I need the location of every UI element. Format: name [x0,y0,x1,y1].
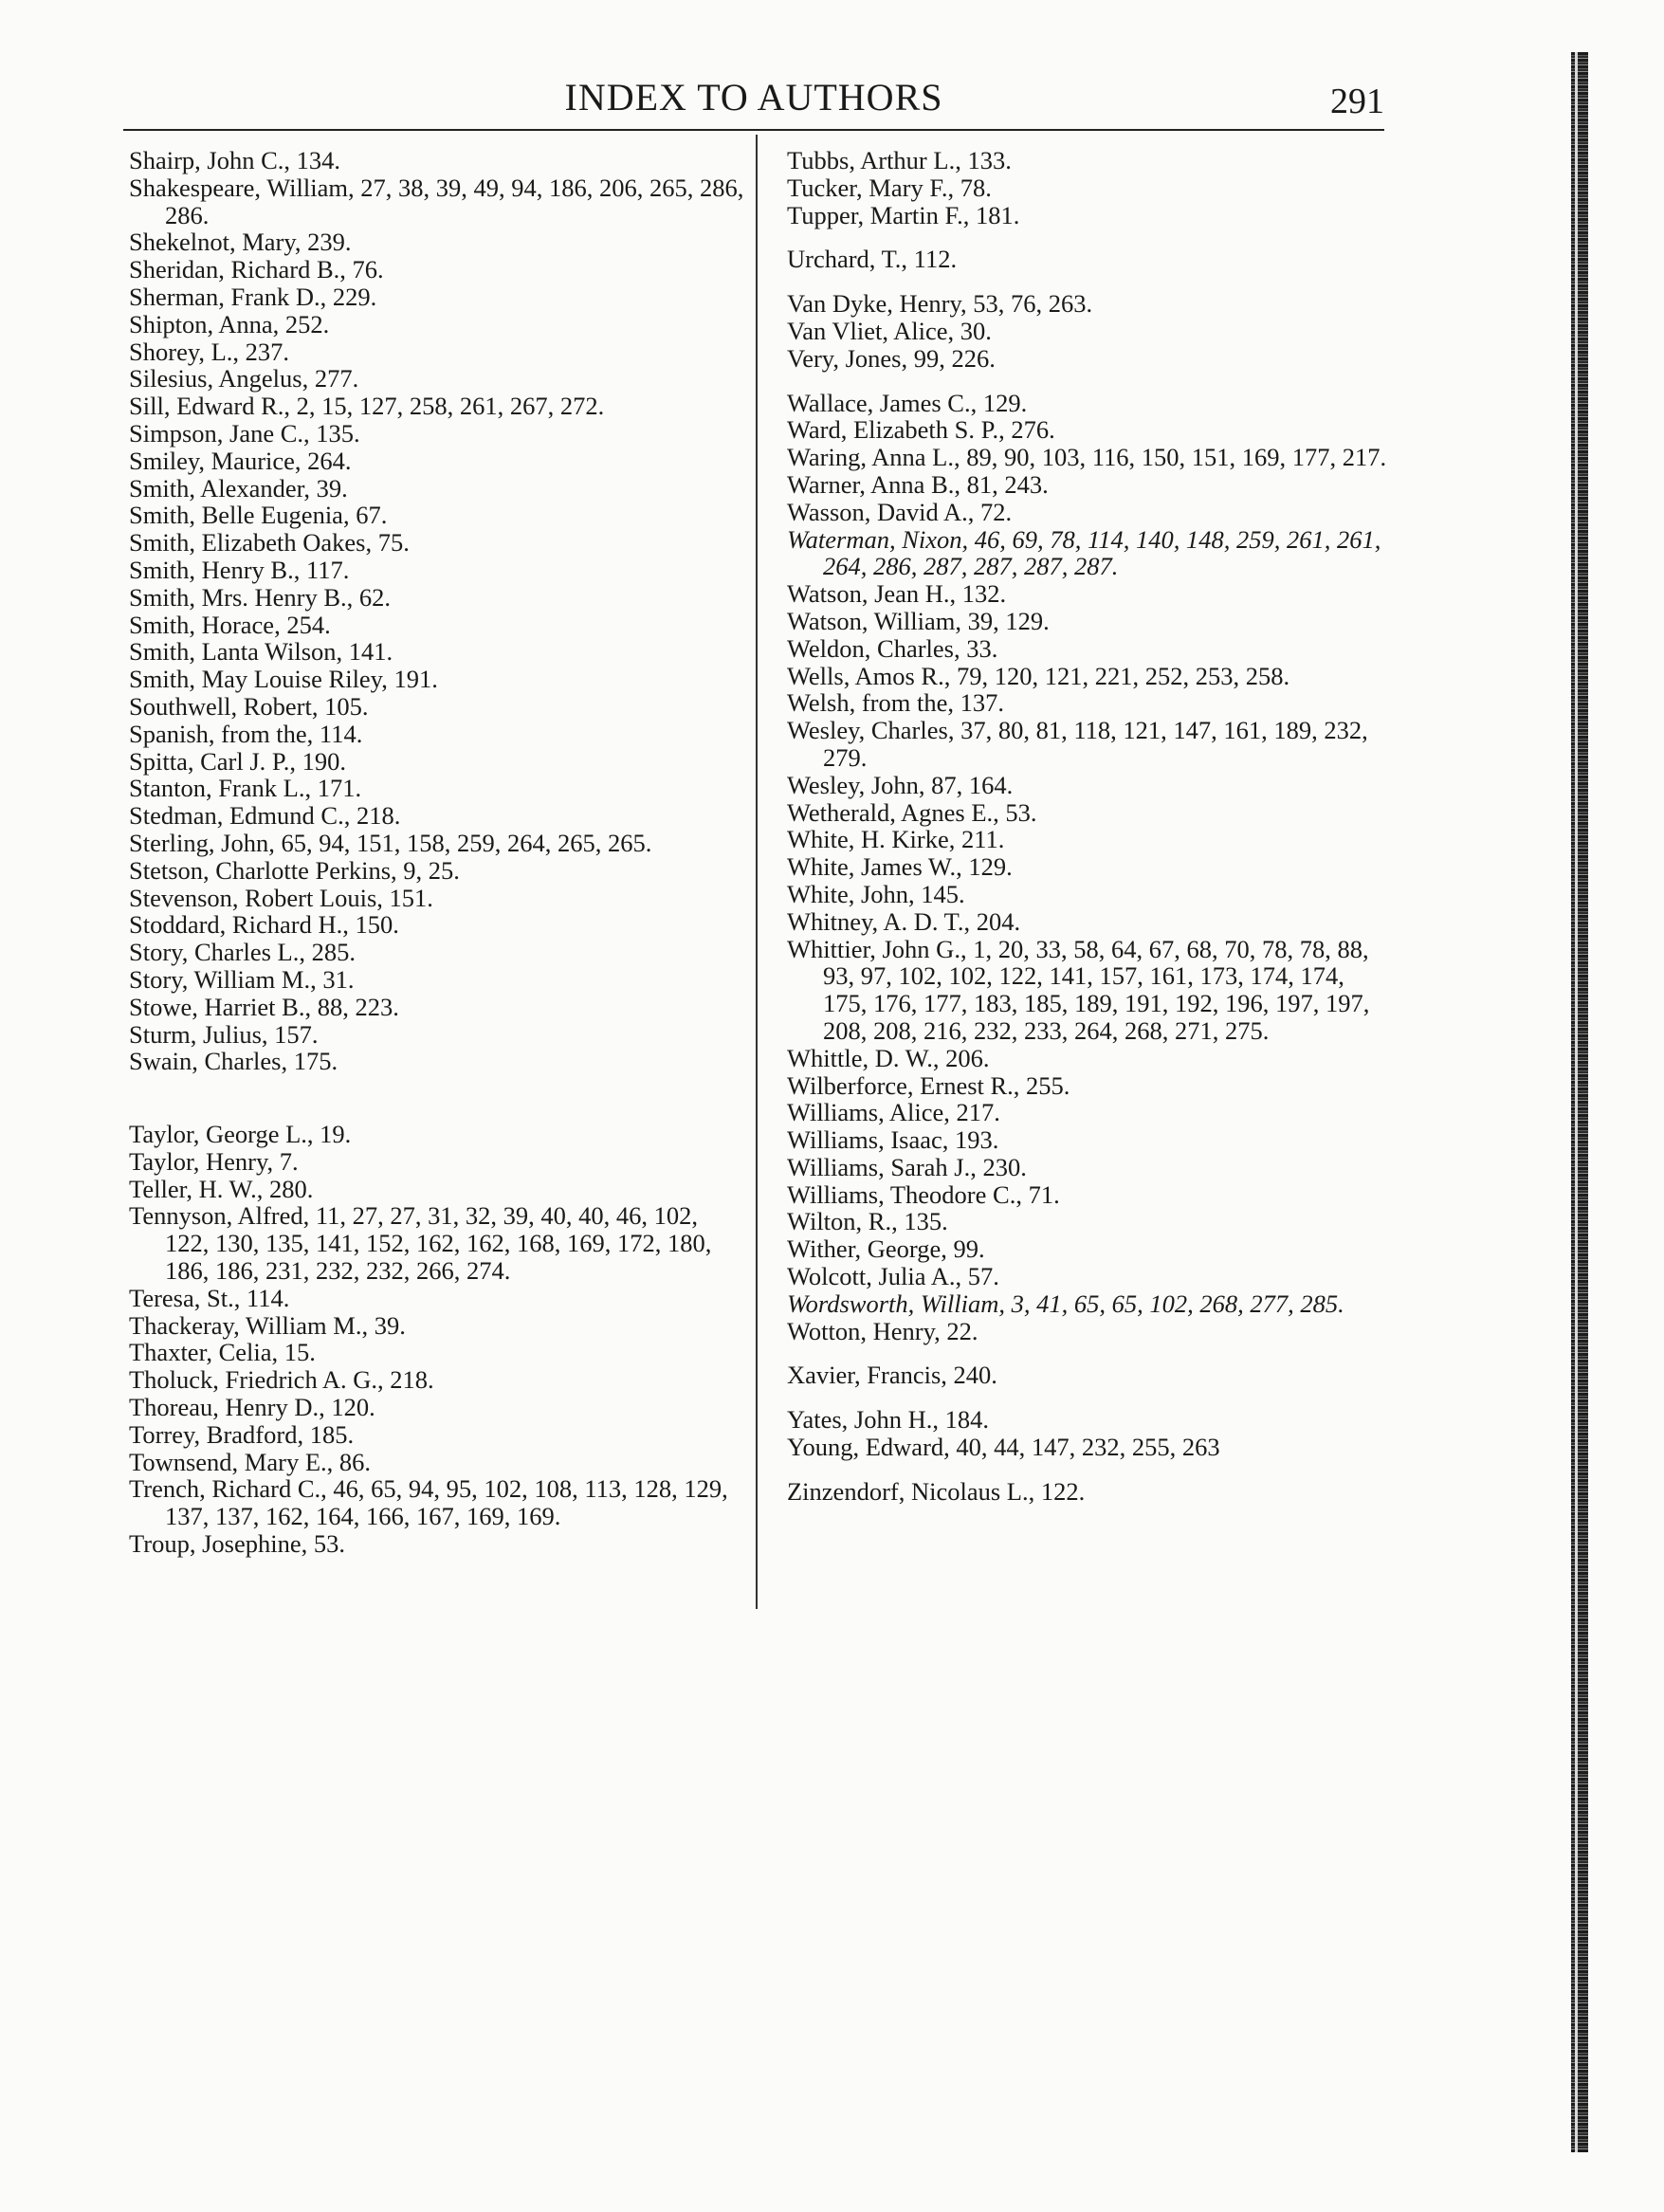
index-entry: Stowe, Harriet B., 88, 223. [129,992,399,1021]
index-entry: Sherman, Frank D., 229. [129,282,377,311]
index-entry: Taylor, George L., 19. [129,1120,352,1149]
column-divider [756,135,758,1609]
index-entry: Ward, Elizabeth S. P., 276. [787,415,1055,445]
index-entry: Waring, Anna L., 89, 90, 103, 116, 150, 151, 169, 177, 217. [787,443,1387,472]
index-entry: Shorey, L., 237. [129,337,290,366]
index-entry: Swain, Charles, 175. [129,1047,338,1076]
index-entry: Tholuck, Friedrich A. G., 218. [129,1365,434,1395]
index-entry: Smith, Horace, 254. [129,610,331,639]
index-entry: Silesius, Angelus, 277. [129,364,359,393]
index-entry: Story, Charles L., 285. [129,938,356,967]
index-entry: Smith, Belle Eugenia, 67. [129,501,388,530]
index-entry: Wilton, R., 135. [787,1207,948,1236]
index-entry: Zinzendorf, Nicolaus L., 122. [787,1476,1086,1506]
index-entry: Shekelnot, Mary, 239. [129,228,352,257]
index-entry: Wolcott, Julia A., 57. [787,1262,999,1291]
index-entry: Thackeray, William M., 39. [129,1310,406,1340]
index-entry: Sill, Edward R., 2, 15, 127, 258, 261, 267, 272. [129,392,605,421]
index-entry: Smith, Mrs. Henry B., 62. [129,582,392,612]
index-entry: Stoddard, Richard H., 150. [129,910,399,940]
index-entry: Smiley, Maurice, 264. [129,446,352,475]
index-entry: Shipton, Anna, 252. [129,309,330,338]
index-entry: Thoreau, Henry D., 120. [129,1393,375,1422]
index-entry: Warner, Anna B., 81, 243. [787,469,1049,499]
page-number: 291 [1330,82,1384,121]
index-entry: Teller, H. W., 280. [129,1174,314,1203]
page-title: INDEX TO AUTHORS [564,76,943,119]
index-entry: Williams, Alice, 217. [787,1098,1000,1127]
index-entry: Shakespeare, William, 27, 38, 39, 49, 94, 186, 206, 265, 286, 286. [129,173,744,229]
index-entry: Shairp, John C., 134. [129,146,341,174]
index-entry: White, James W., 129. [787,852,1013,882]
index-entry: Torrey, Bradford, 185. [129,1419,355,1449]
index-entry: Whitney, A. D. T., 204. [787,906,1021,936]
index-entry: Wells, Amos R., 79, 120, 121, 221, 252, 253, 258. [787,661,1290,690]
scan-binding-edge [1571,52,1588,2152]
index-entry: Welsh, from the, 137. [787,688,1004,718]
index-entry: Spitta, Carl J. P., 190. [129,746,346,776]
index-entry: Wetherald, Agnes E., 53. [787,797,1037,827]
index-entry: Wesley, John, 87, 164. [787,770,1014,799]
index-entry: Whittle, D. W., 206. [787,1043,990,1072]
index-entry: Weldon, Charles, 33. [787,633,998,663]
index-entry: Wither, George, 99. [787,1234,985,1264]
index-entry: Tupper, Martin F., 181. [787,200,1020,229]
page-header [123,74,1384,131]
index-entry: Williams, Isaac, 193. [787,1125,999,1155]
index-entry: Taylor, Henry, 7. [129,1146,299,1176]
index-entry: Teresa, St., 114. [129,1283,290,1312]
index-entry: Stevenson, Robert Louis, 151. [129,883,433,912]
index-entry: Wasson, David A., 72. [787,497,1013,526]
index-entry: Sheridan, Richard B., 76. [129,255,384,284]
index-entry: Wotton, Henry, 22. [787,1316,978,1345]
index-entry: Smith, Elizabeth Oakes, 75. [129,528,410,558]
index-entry: Smith, Lanta Wilson, 141. [129,637,393,667]
index-entry: Sturm, Julius, 157. [129,1019,319,1049]
index-entry: Watson, William, 39, 129. [787,606,1050,635]
index-entry: Wordsworth, William, 3, 41, 65, 65, 102, 268, 277, 285. [787,1289,1344,1318]
index-entry: Stetson, Charlotte Perkins, 9, 25. [129,855,460,885]
index-entry: Thaxter, Celia, 15. [129,1338,316,1367]
index-entry: Smith, Alexander, 39. [129,473,348,503]
index-entry: Young, Edward, 40, 44, 147, 232, 255, 263 [787,1433,1220,1462]
index-entry: Tucker, Mary F., 78. [787,173,992,202]
index-entry: Tennyson, Alfred, 11, 27, 27, 31, 32, 39, 40, 40, 46, 102, 122, 130, 135, 141, 152, 162, 162, 168, 169, 172, 180, 186, 186, 231, 232, 232, 266, 274. [129,1201,712,1286]
index-entry: Southwell, Robert, 105. [129,691,369,721]
index-entry: White, H. Kirke, 211. [787,825,1005,854]
index-entry: Williams, Sarah J., 230. [787,1152,1027,1181]
index-entry: Wilberforce, Ernest R., 255. [787,1070,1070,1100]
index-entry: Smith, May Louise Riley, 191. [129,665,438,694]
index-entry: Tubbs, Arthur L., 133. [787,146,1012,174]
index-entry: Stanton, Frank L., 171. [129,774,362,803]
index-entry: Williams, Theodore C., 71. [787,1179,1060,1209]
index-entry: Urchard, T., 112. [787,245,958,274]
index-entry: Whittier, John G., 1, 20, 33, 58, 64, 67, 68, 70, 78, 78, 88, 93, 97, 102, 102, 122, 141, 157, 161, 173, 174, 174, 175, 176, 177, 183, 185, 189, 191, 192, 196, 197, 197, 208, 208, 216, 232, 233, 264, 268, 271, 275. [787,934,1370,1045]
index-entry: Sterling, John, 65, 94, 151, 158, 259, 264, 265, 265. [129,828,652,857]
index-entry: Xavier, Francis, 240. [787,1361,997,1390]
index-entry: Van Vliet, Alice, 30. [787,316,992,345]
index-entry: Townsend, Mary E., 86. [129,1447,372,1476]
index-entry: Story, William M., 31. [129,964,355,994]
index-entry: White, John, 145. [787,879,965,908]
index-entry: Watson, Jean H., 132. [787,579,1007,609]
index-entry: Van Dyke, Henry, 53, 76, 263. [787,289,1093,319]
index-entry: Waterman, Nixon, 46, 69, 78, 114, 140, 148, 259, 261, 261, 264, 286, 287, 287, 287, 287. [787,524,1381,581]
index-entry: Smith, Henry B., 117. [129,555,350,584]
index-entry: Troup, Josephine, 53. [129,1529,345,1559]
index-entry: Simpson, Jane C., 135. [129,418,360,448]
index-column-right [787,147,1394,1506]
index-entry: Wallace, James C., 129. [787,388,1028,417]
index-entry: Very, Jones, 99, 226. [787,343,996,373]
index-entry: Wesley, Charles, 37, 80, 81, 118, 121, 147, 161, 189, 232, 279. [787,716,1368,772]
index-entry: Yates, John H., 184. [787,1405,990,1435]
index-entry: Spanish, from the, 114. [129,719,363,748]
index-entry: Trench, Richard C., 46, 65, 94, 95, 102, 108, 113, 128, 129, 137, 137, 162, 164, 166, 167, 169, 169. [129,1474,728,1531]
index-entry: Stedman, Edmund C., 218. [129,801,401,831]
index-column-left [129,147,745,1558]
